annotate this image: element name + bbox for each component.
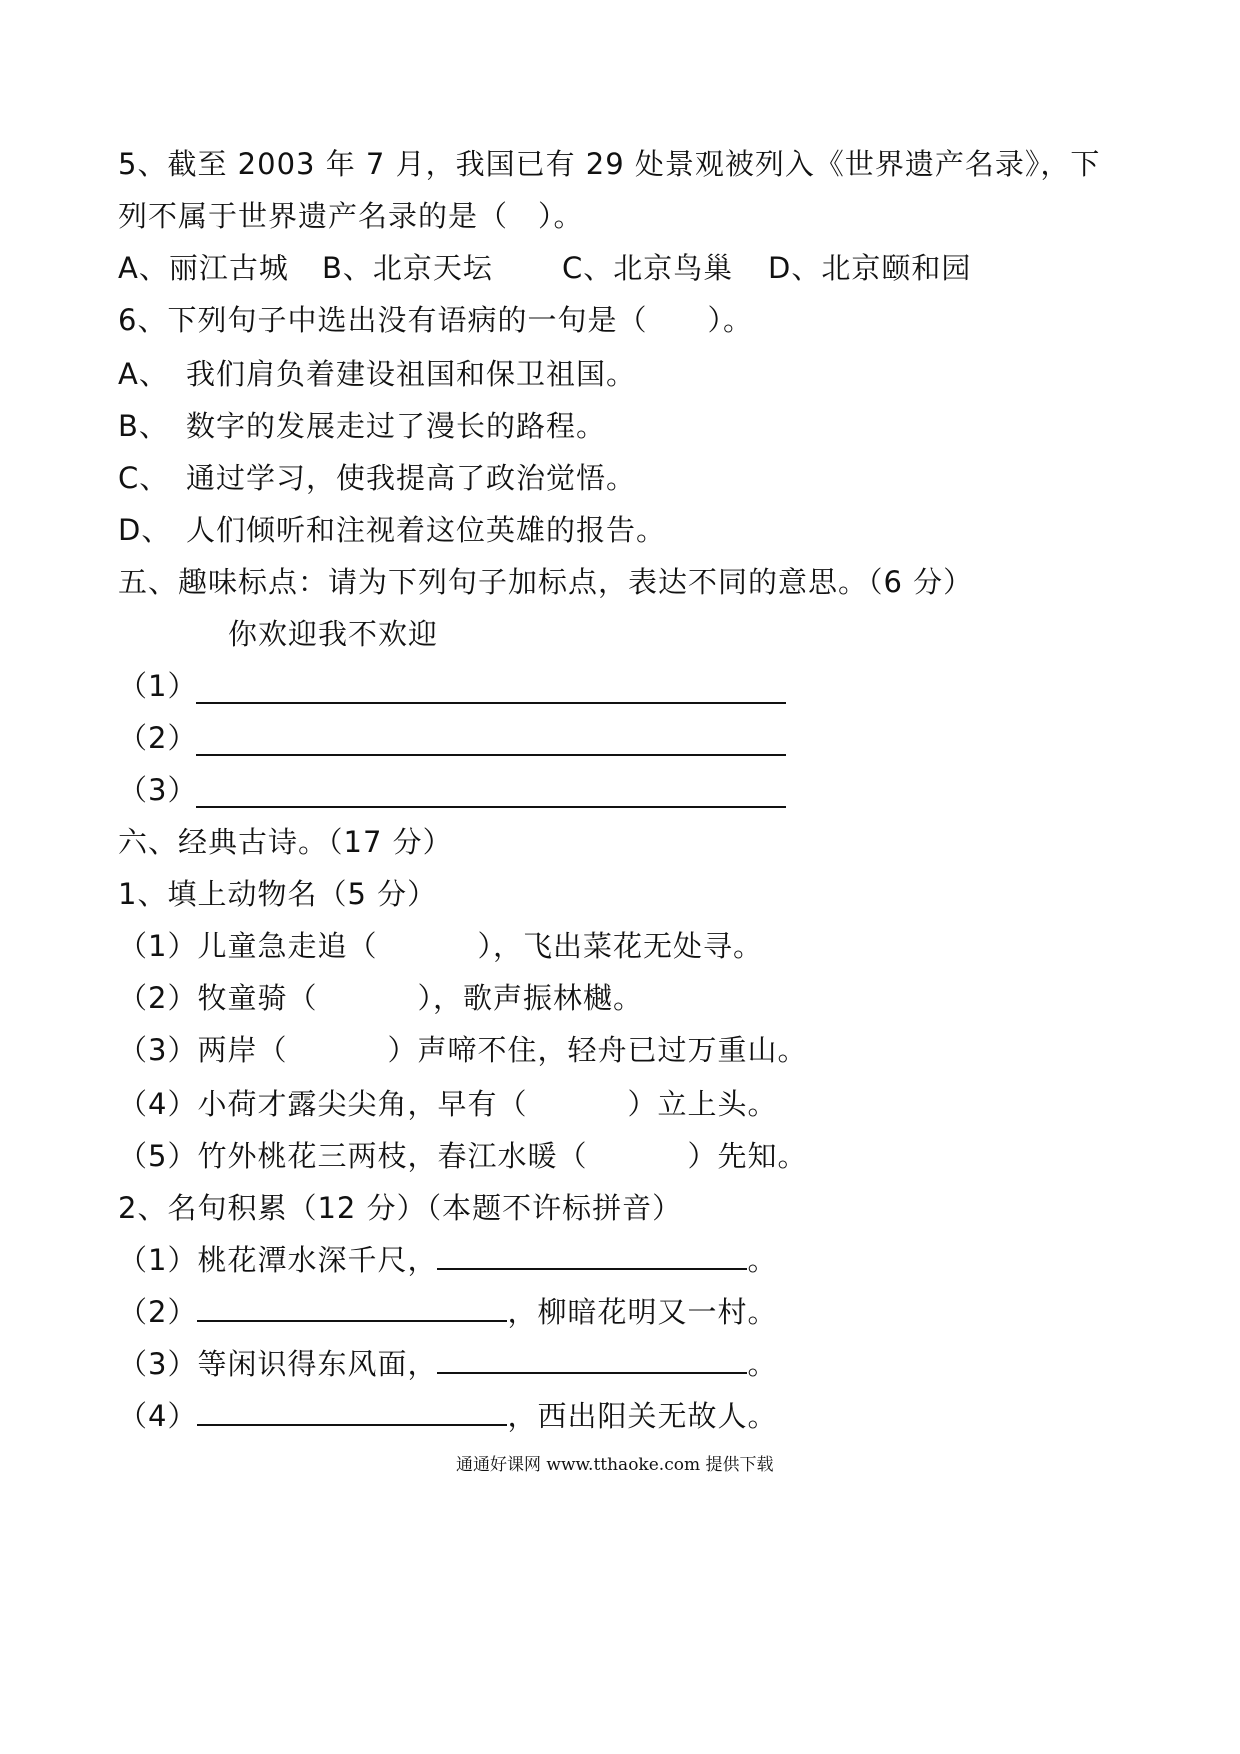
famous-line-1	[118, 1242, 777, 1278]
answer-line-1[interactable]	[196, 702, 786, 704]
poem-fill-2-before: 牧童骑（	[197, 981, 318, 1015]
q6-option-b-label: B、	[118, 409, 169, 443]
footer-source: 通通好课网 www.tthaoke.com 提供下载	[456, 1455, 774, 1475]
famous-line-3-after: 。	[747, 1347, 778, 1381]
q5-option-b: B、北京天坛	[322, 251, 493, 285]
poem-fill-1-after: ），飞出菜花无处寻。	[477, 929, 763, 963]
famous-line-2-blank[interactable]	[197, 1320, 507, 1322]
section6-part1-title: 1、填上动物名（5 分）	[118, 877, 438, 911]
poem-fill-3-before: 两岸（	[197, 1033, 288, 1067]
famous-line-4-blank[interactable]	[197, 1424, 507, 1426]
q6-option-d-label: D、	[118, 513, 172, 547]
famous-line-2-after: ，柳暗花明又一村。	[507, 1295, 778, 1329]
poem-fill-4-before: 小荷才露尖尖角，早有（	[197, 1087, 528, 1121]
q6-option-a-text: 我们肩负着建设祖国和保卫祖国。	[186, 357, 637, 391]
poem-fill-1-num: （1）	[118, 929, 198, 963]
famous-line-4	[118, 1398, 777, 1434]
poem-fill-2	[118, 980, 643, 1016]
poem-fill-1-before: 儿童急走追（	[197, 929, 378, 963]
q6-option-c-label: C、	[118, 461, 170, 495]
poem-fill-4-num: （4）	[118, 1087, 198, 1121]
q5-line2: 列不属于世界遗产名录的是（ ）。	[118, 199, 584, 233]
q5-option-c: C、北京鸟巢	[562, 251, 734, 285]
section5-item-3-num: （3）	[118, 773, 198, 807]
famous-line-3-before: 等闲识得东风面，	[197, 1347, 438, 1381]
poem-fill-5-num: （5）	[118, 1139, 198, 1173]
poem-fill-5-after: ）先知。	[687, 1139, 808, 1173]
answer-line-2[interactable]	[196, 754, 786, 756]
poem-fill-5	[118, 1138, 807, 1174]
famous-line-1-before: 桃花潭水深千尺，	[197, 1243, 438, 1277]
famous-line-3	[118, 1346, 777, 1382]
famous-line-1-blank[interactable]	[437, 1268, 747, 1270]
poem-fill-4	[118, 1086, 777, 1122]
q5-option-d: D、北京颐和园	[768, 251, 972, 285]
section5-sentence: 你欢迎我不欢迎	[228, 617, 439, 651]
poem-fill-3-num: （3）	[118, 1033, 198, 1067]
q5-option-a: A、丽江古城	[118, 251, 289, 285]
famous-line-4-after: ，西出阳关无故人。	[507, 1399, 778, 1433]
famous-line-3-num: （3）	[118, 1347, 198, 1381]
section6-title: 六、经典古诗。（17 分）	[118, 825, 453, 859]
poem-fill-3-after: ）声啼不住，轻舟已过万重山。	[387, 1033, 808, 1067]
answer-line-3[interactable]	[196, 806, 786, 808]
famous-line-1-after: 。	[747, 1243, 778, 1277]
poem-fill-2-after: ），歌声振林樾。	[417, 981, 643, 1015]
poem-fill-1	[118, 928, 763, 964]
q6-stem: 6、下列句子中选出没有语病的一句是（ ）。	[118, 303, 753, 337]
poem-fill-5-before: 竹外桃花三两枝，春江水暖（	[197, 1139, 588, 1173]
section5-item-2-num: （2）	[118, 721, 198, 755]
q5-line1: 5、截至 2003 年 7 月，我国已有 29 处景观被列入《世界遗产名录》，下	[118, 147, 1101, 181]
section5-title: 五、趣味标点：请为下列句子加标点，表达不同的意思。（6 分）	[118, 565, 974, 599]
section6-part2-title: 2、名句积累（12 分）（本题不许标拼音）	[118, 1191, 683, 1225]
q6-option-b-text: 数字的发展走过了漫长的路程。	[186, 409, 607, 443]
poem-fill-4-after: ）立上头。	[627, 1087, 778, 1121]
famous-line-3-blank[interactable]	[437, 1372, 747, 1374]
poem-fill-2-num: （2）	[118, 981, 198, 1015]
q6-option-a-label: A、	[118, 357, 169, 391]
section5-item-1-num: （1）	[118, 669, 198, 703]
famous-line-4-num: （4）	[118, 1399, 198, 1433]
famous-line-2-num: （2）	[118, 1295, 198, 1329]
q6-option-d-text: 人们倾听和注视着这位英雄的报告。	[186, 513, 667, 547]
poem-fill-3	[118, 1032, 807, 1068]
q6-option-c-text: 通过学习，使我提高了政治觉悟。	[186, 461, 637, 495]
famous-line-2	[118, 1294, 777, 1330]
famous-line-1-num: （1）	[118, 1243, 198, 1277]
